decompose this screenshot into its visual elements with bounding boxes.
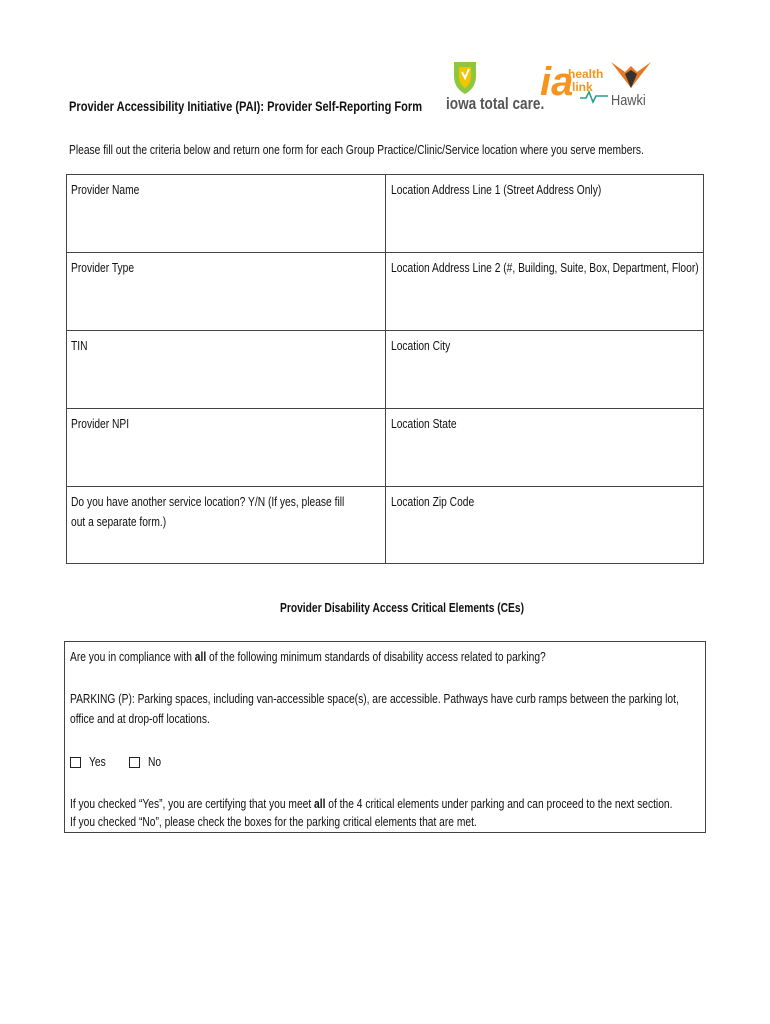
ce-section-heading: Provider Disability Access Critical Elements (CEs): [280, 601, 525, 615]
iowa-total-care-text: iowa total care.: [446, 94, 545, 113]
provider-npi-label: Provider NPI: [71, 417, 130, 431]
provider-type-field[interactable]: [67, 253, 386, 330]
yes-certification-note: If you checked “Yes”, you are certifying that you meet all of the 4 critical elements under parking and can proceed to the next section.: [70, 797, 673, 811]
location-address-line2-field[interactable]: [386, 253, 703, 330]
hawki-logo: [607, 58, 655, 114]
ia-mark: ia: [540, 60, 574, 104]
location-city-label: Location City: [391, 339, 451, 353]
parking-compliance-box: [64, 641, 706, 833]
instructions-text: Please fill out the criteria below and return one form for each Group Practice/Clinic/Service location where you serve members.: [69, 143, 644, 157]
table-row: [67, 331, 703, 409]
yes-label: Yes: [89, 755, 106, 769]
provider-info-table: [66, 174, 704, 564]
iowa-total-care-logo: [446, 58, 545, 114]
ia-health-link-logo: [540, 62, 608, 110]
yes-option[interactable]: [70, 755, 109, 769]
location-zip-field[interactable]: [386, 487, 703, 563]
location-address-line2-label: Location Address Line 2 (#, Building, Suite, Box, Department, Floor): [391, 261, 699, 275]
link-word: link: [572, 80, 593, 94]
no-label: No: [148, 755, 162, 769]
pulse-icon: [580, 90, 608, 104]
yes-checkbox[interactable]: [70, 757, 81, 768]
parking-description: PARKING (P): Parking spaces, including van-accessible space(s), are accessible. Pathways have curb ramps between the parking lot, office and at drop-off locations.: [70, 692, 679, 726]
no-option[interactable]: [129, 755, 164, 769]
provider-type-label: Provider Type: [71, 261, 135, 275]
table-row: [67, 487, 703, 563]
tin-label: TIN: [71, 339, 88, 353]
location-address-line1-label: Location Address Line 1 (Street Address Only): [391, 183, 602, 197]
location-city-field[interactable]: [386, 331, 703, 408]
another-location-field[interactable]: [67, 487, 386, 563]
location-zip-label: Location Zip Code: [391, 495, 475, 509]
location-address-line1-field[interactable]: [386, 175, 703, 252]
hawk-icon: [607, 58, 655, 94]
compliance-question: Are you in compliance with all of the following minimum standards of disability access related to parking?: [70, 650, 546, 664]
health-word: health: [568, 67, 604, 81]
table-row: [67, 253, 703, 331]
table-row: [67, 175, 703, 253]
hawki-text: Hawki: [611, 92, 646, 109]
provider-name-field[interactable]: [67, 175, 386, 252]
provider-name-label: Provider Name: [71, 183, 140, 197]
no-instructions-note: If you checked “No”, please check the boxes for the parking critical elements that are met.: [70, 815, 477, 829]
provider-npi-field[interactable]: [67, 409, 386, 486]
tin-field[interactable]: [67, 331, 386, 408]
no-checkbox[interactable]: [129, 757, 140, 768]
location-state-label: Location State: [391, 417, 457, 431]
table-row: [67, 409, 703, 487]
location-state-field[interactable]: [386, 409, 703, 486]
another-location-label: Do you have another service location? Y/N (If yes, please fill out a separate form.): [71, 495, 345, 529]
form-title: Provider Accessibility Initiative (PAI): Provider Self-Reporting Form: [69, 99, 423, 114]
